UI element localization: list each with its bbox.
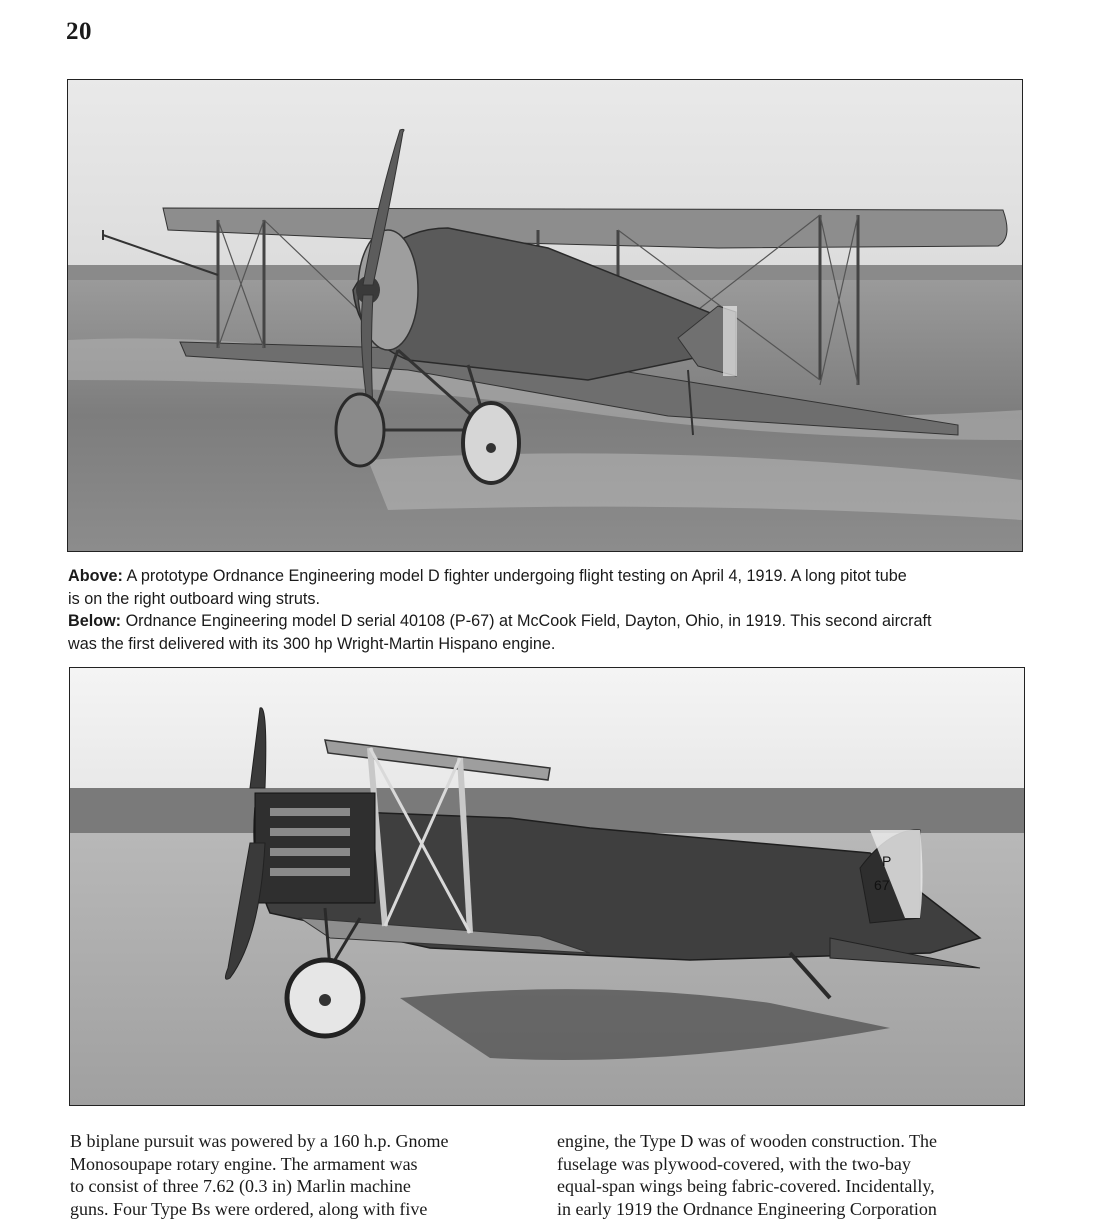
tail-marking-67: 67 bbox=[874, 877, 890, 893]
caption-below-line-2: was the first delivered with its 300 hp Wright-Martin Hispano engine. bbox=[68, 634, 556, 653]
bottom-photo-biplane bbox=[69, 667, 1025, 1106]
caption-above-label: Above: bbox=[68, 567, 123, 585]
body-left-line-2: Monosoupape rotary engine. The armament was bbox=[70, 1153, 418, 1174]
body-left-line-4: guns. Four Type Bs were ordered, along with five bbox=[70, 1199, 428, 1220]
bottom-photo-illustration bbox=[70, 668, 1024, 1105]
top-photo-biplane bbox=[67, 79, 1023, 552]
body-right-line-3: equal-span wings being fabric-covered. Incidentally, bbox=[557, 1176, 935, 1197]
caption-below-line-1 bbox=[68, 610, 1028, 633]
top-photo-illustration bbox=[68, 80, 1022, 551]
caption-above-text-1: A prototype Ordnance Engineering model D fighter undergoing flight testing on April 4, 1919. A long pitot tube bbox=[126, 567, 907, 585]
body-text-right-column bbox=[557, 1130, 1027, 1221]
photo-captions bbox=[68, 565, 1028, 655]
body-left-line-1: B biplane pursuit was powered by a 160 h.p. Gnome bbox=[70, 1131, 449, 1151]
body-text-left-column bbox=[70, 1130, 540, 1221]
body-left-line-3: to consist of three 7.62 (0.3 in) Marlin machine bbox=[70, 1176, 411, 1197]
body-right-line-1: engine, the Type D was of wooden construction. The bbox=[557, 1131, 937, 1151]
page-number: 20 bbox=[66, 18, 92, 45]
body-right-line-4: in early 1919 the Ordnance Engineering Corporation bbox=[557, 1199, 937, 1220]
caption-below-text-1: Ordnance Engineering model D serial 40108 (P-67) at McCook Field, Dayton, Ohio, in 1919. This second aircraft bbox=[125, 612, 932, 630]
caption-above-line-2: is on the right outboard wing struts. bbox=[68, 589, 320, 608]
caption-above-line-1 bbox=[68, 565, 1028, 588]
body-right-line-2: fuselage was plywood-covered, with the two-bay bbox=[557, 1153, 911, 1174]
caption-below-label: Below: bbox=[68, 612, 122, 630]
tail-marking-p: P bbox=[882, 853, 892, 869]
